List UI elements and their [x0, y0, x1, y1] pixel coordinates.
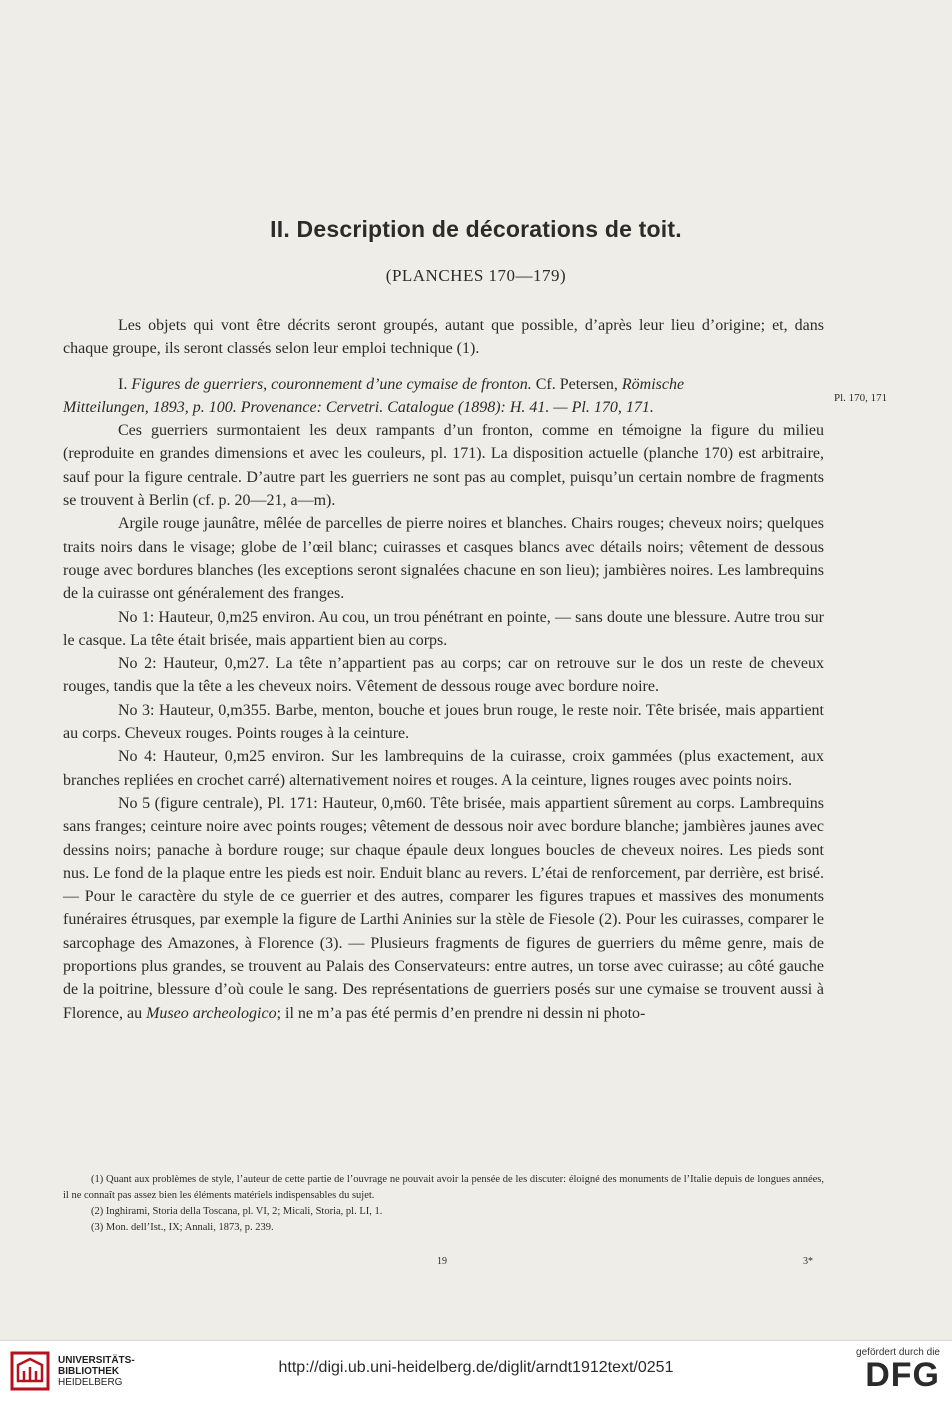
footnote-3: (3) Mon. dell’Ist., IX; Annali, 1873, p. 239. [91, 1222, 274, 1233]
permalink-url[interactable]: http://digi.ub.uni-heidelberg.de/diglit/arndt1912text/0251 [278, 1359, 674, 1376]
footnotes [63, 1172, 824, 1236]
paragraph-no5 [63, 792, 824, 1025]
entry-number: I. [118, 375, 132, 393]
section-subtitle: (PLANCHES 170—179) [385, 266, 567, 285]
paragraph-intro: Les objets qui vont être décrits seront groupés, autant que possible, d’après leur lieu d’origine; et, dans chaque groupe, ils seront classés selon leur emploi technique (1). [63, 317, 824, 358]
reference-line: Mitteilungen, 1893, p. 100. Provenance: Cervetri. Catalogue (1898): H. 41. — Pl. 170, 171. [63, 398, 654, 416]
margin-note: Pl. 170, 171 [834, 392, 888, 404]
paragraph-no4: No 4: Hauteur, 0,m25 environ. Sur les lambrequins de la cuirasse, croix gammées (plus exactement, aux branches repliées en crochet carré) alternativement noires et rouges. A la ceinture, lignes rouges avec points noirs. [63, 748, 824, 789]
paragraph-no3: No 3: Hauteur, 0,m355. Barbe, menton, bouche et joues brun rouge, le reste noir. Tête brisée, mais appartient au corps. Cheveux rouges. Points rouges à la ceinture. [63, 701, 824, 743]
no5-tail: ; il ne m’a pas été permis d’en prendre ni dessin ni photo- [276, 1004, 646, 1022]
museum-name: Museo archeologico [146, 1004, 277, 1022]
dfg-logo: DFG [865, 1356, 940, 1394]
paragraph-heading [63, 373, 824, 396]
library-name-line-1: UNIVERSITÄTS- [58, 1354, 135, 1366]
library-name-line-3: HEIDELBERG [58, 1376, 123, 1388]
paragraph-reference [63, 396, 824, 419]
signature-mark: 3* [803, 1256, 813, 1267]
entry-journal: Römische [621, 375, 685, 393]
paragraph-material: Argile rouge jaunâtre, mêlée de parcelles de pierre noires et blanches. Chairs rouges; cheveux noirs; quelques traits noirs dans le visage; globe de l’œil blanc; cuirasses et casques blancs avec détails noirs; vêtement de dessous rouge avec bordures blanches (les exceptions seront signalées chacune en son lieu); jambières noires. Les lambrequins de la cuirasse ont généralement des franges. [63, 515, 824, 603]
entry-title: Figures de guerriers, couronnement d’une cymaise de fronton. [131, 375, 532, 393]
funding-text: gefördert durch die [856, 1347, 940, 1358]
section-title: II. Description de décorations de toit. [270, 216, 682, 242]
entry-cf: Cf. Petersen, [531, 375, 622, 393]
footnote-2: (2) Inghirami, Storia della Toscana, pl. VI, 2; Micali, Storia, pl. LI, 1. [91, 1206, 383, 1217]
no5-text: No 5 (figure centrale), Pl. 171: Hauteur, 0,m60. Tête brisée, mais appartient sûrement au corps. Lambrequins sans franges; ceinture noire avec points rouges; vêtement de dessous noir avec bordure blanche; jambières jaunes avec dessins noirs; panache à bordure rouge; sur chaque épaule deux longues boucles de cheveux noires. Les pieds sont nus. Le fond de la plaque entre les pieds est noir. Enduit blanc au revers. L’étai de renforcement, par derrière, est brisé. — Pour le caractère du style de ce guerrier et des autres, comparer les figures trapues et massives des monuments funéraires étrusques, par exemple la figure de Larthi Aninies sur la stèle de Fiesole (2). Pour les cuirasses, comparer le sarcophage des Amazones, à Florence (3). — Plusieurs fragments de figures de guerriers du même genre, mais de proportions plus grandes, se trouvent au Palais des Conservateurs: entre autres, un torse avec cuirasse; au côté gauche de la poitrine, blessure d’où coule le sang. Des représentations de guerriers posés sur une cymaise se trouvent aussi à Florence, au [63, 794, 824, 1022]
viewer-footer [0, 1340, 952, 1409]
library-name-line-2: BIBLIOTHEK [58, 1365, 120, 1377]
body-text [63, 314, 824, 1025]
page-number: 19 [437, 1256, 447, 1267]
paragraph-description: Ces guerriers surmontaient les deux rampants d’un fronton, comme en témoigne la figure du milieu (reproduite en grandes dimensions et avec les couleurs, pl. 171). La disposition actuelle (planche 170) est arbitraire, sauf pour la figure centrale. D’autre part les guerriers ne sont pas au complet, puisqu’un certain nombre de fragments se trouvent à Berlin (cf. p. 20—21, a—m). [63, 422, 824, 510]
funder-logo[interactable] [856, 1347, 940, 1392]
footnote-1: (1) Quant aux problèmes de style, l’auteur de cette partie de l’ouvrage ne pouvait avoir la pensée de les discuter: éloigné des monuments de l’Italie depuis de longues années, il ne connaît pas assez bien les éléments matériels indispensables du sujet. [63, 1174, 824, 1201]
paragraph-no2: No 2: Hauteur, 0,m27. La tête n’appartient pas au corps; car on retrouve sur le dos un reste de cheveux rouges, tandis que la tête a les cheveux noirs. Vêtement de dessous rouge avec bordure noire. [63, 655, 824, 696]
paragraph-no1: No 1: Hauteur, 0,m25 environ. Au cou, un trou pénétrant en pointe, — sans doute une blessure. Autre trou sur le casque. La tête était brisée, mais appartient bien au corps. [63, 608, 824, 649]
